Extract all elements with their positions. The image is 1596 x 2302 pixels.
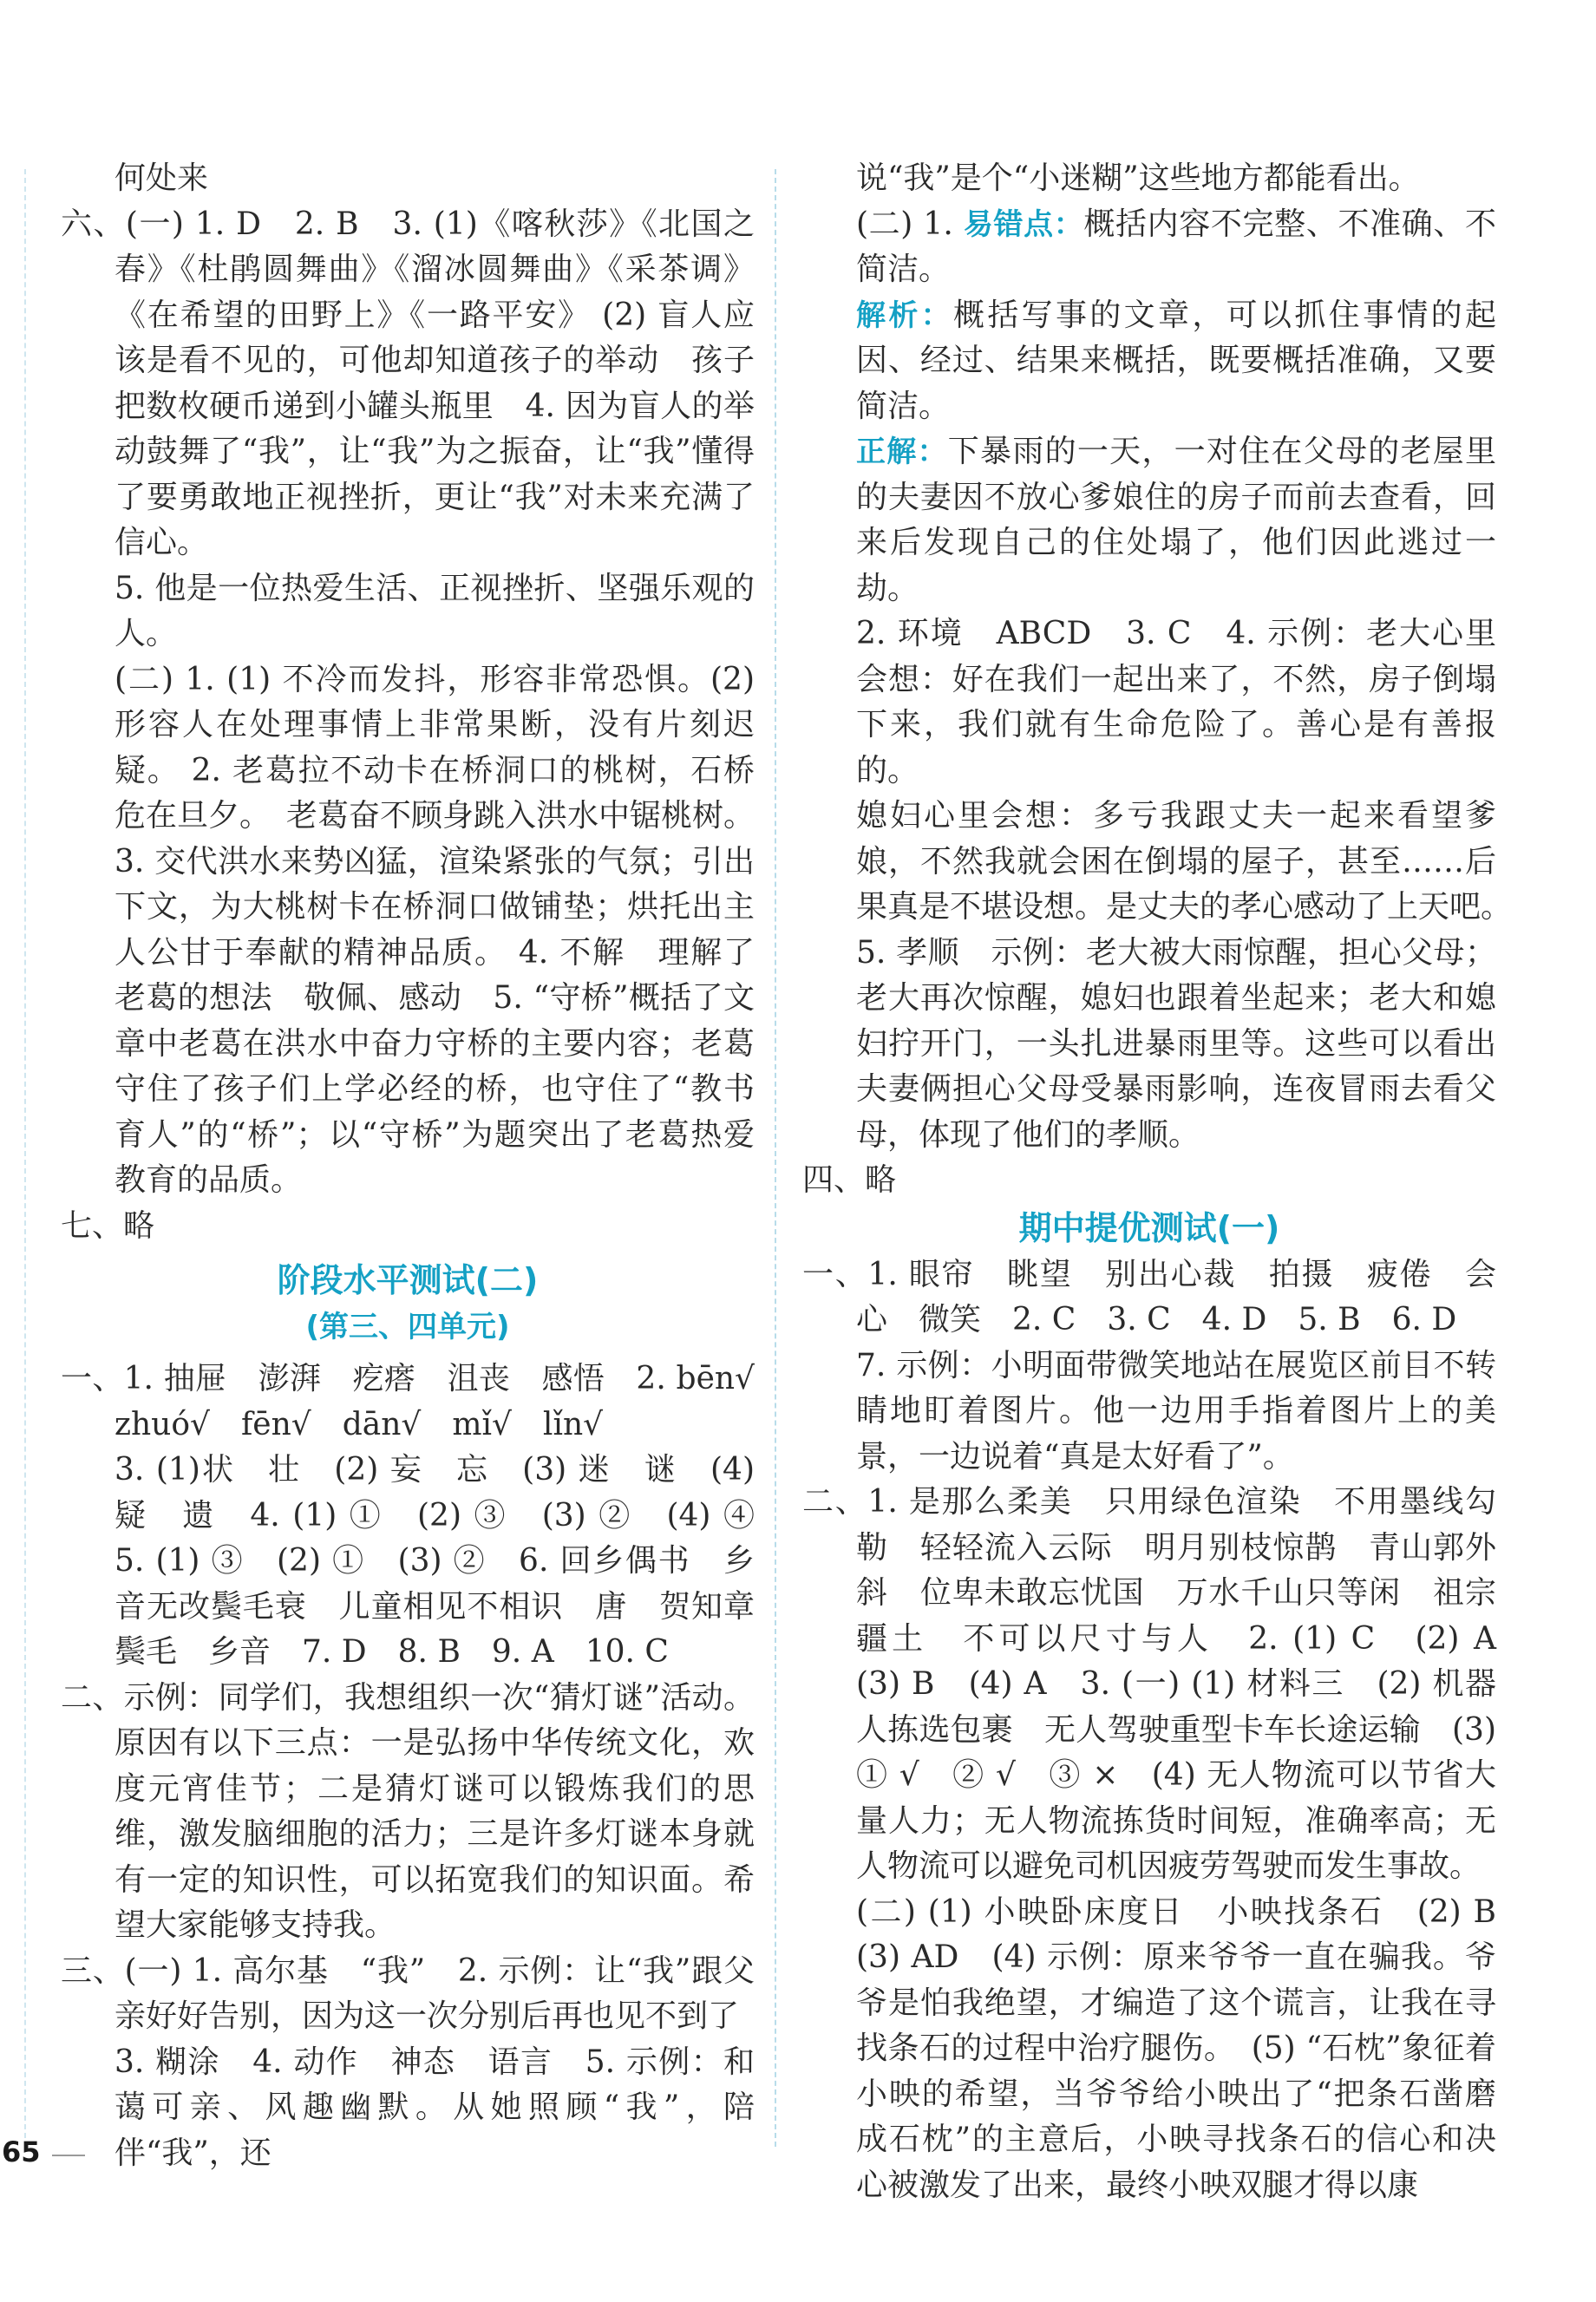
answer-paragraph: 5. 他是一位热爱生活、正视挫折、坚强乐观的人。 [114, 570, 755, 651]
margin-guide [24, 169, 26, 2147]
error-point-label: 易错点： [963, 206, 1084, 242]
answer-paragraph: 三、(一) 1. 高尔基 “我” 2. 示例：让“我”跟父亲好好告别，因为这一次分别后再也见不到了 [61, 1952, 755, 2034]
answer-text: 概括写事的文章，可以抓住事情的起因、经过、结果来概括，既要概括准确，又要简洁。 [856, 297, 1496, 424]
answer-paragraph: 2. 环境 ABCD 3. C 4. 示例：老大心里会想：好在我们一起出来了，不然，房子倒塌下来，我们就有生命危险了。善心是有善报的。 [856, 616, 1496, 788]
answer-paragraph: 二、示例：同学们，我想组织一次“猜灯谜”活动。原因有以下三点：一是弘扬中华传统文化，欢度元宵佳节；二是猜灯谜可以锻炼我们的思维，激发脑细胞的活力；三是许多灯谜本身就有一定的知识性，可以拓宽我们的知识面。希望大家能够支持我。 [61, 1679, 755, 1943]
answer-paragraph: 3. 糊涂 4. 动作 神态 语言 5. 示例：和蔼可亲、风趣幽默。从她照顾“我”，陪伴“我”，还 [114, 2044, 755, 2171]
answer-paragraph: 七、略 [61, 1207, 155, 1244]
answer-paragraph: 一、1. 抽屉 澎湃 疙瘩 沮丧 感悟 2. bēn√ zhuó√ fēn√ dān√ mǐ√ lǐn√ [61, 1361, 755, 1442]
column-divider [775, 169, 776, 2147]
answer-text: (二) 1. [856, 206, 953, 242]
answer-paragraph: 四、略 [802, 1162, 897, 1198]
answer-paragraph [802, 293, 1496, 430]
section-subtitle: (第三、四单元) [305, 1310, 510, 1344]
correct-answer-label: 正解： [856, 435, 948, 469]
right-column [802, 156, 1528, 2208]
answer-paragraph: 一、1. 眼帘 眺望 别出心裁 拍摄 疲倦 会心 微笑 2. C 3. C 4. D 5. B 6. D [802, 1256, 1496, 1337]
section-title: 阶段水平测试(二) [277, 1261, 539, 1299]
answer-paragraph: 何处来 [114, 160, 209, 196]
answer-paragraph: 7. 示例：小明面带微笑地站在展览区前目不转睛地盯着图片。他一边用手指着图片上的美景，一边说着“真是太好看了”。 [856, 1347, 1496, 1475]
answer-paragraph: 说“我”是个“小迷糊”这些地方都能看出。 [856, 160, 1420, 196]
answer-paragraph: 六、(一) 1. D 2. B 3. (1)《喀秋莎》《北国之春》《杜鹃圆舞曲》《溜冰圆舞曲》《采茶调》《在希望的田野上》《一路平安》 (2) 盲人应该是看不见的，可他却知道孩子的举动 孩子把数枚硬币递到小罐头瓶里 4. 因为盲人的举动鼓舞了“我”，让“我”为之振奋，让“我”懂得了要勇敢地正视挫折，更让“我”对未来充满了信心。 [61, 206, 755, 560]
section-title: 期中提优测试(一) [1018, 1208, 1280, 1247]
answer-text: 概括内容不完整、不准确、不简洁。 [856, 206, 1496, 287]
page-number-rule [52, 2155, 85, 2156]
answer-paragraph [802, 429, 1496, 611]
answer-paragraph: 二、1. 是那么柔美 只用绿色渲染 不用墨线勾勒 轻轻流入云际 明月别枝惊鹊 青山郭外斜 位卑未敢忘忧国 万水千山只等闲 祖宗疆土 不可以尺寸与人 2. (1) C (2) A (3) B (4) A 3. (一) (1) 材料三 (2) 机器人拣选包裹 无人驾驶重型卡车长途运输 (3) ① √ ② √ ③ × (4) 无人物流可以节省大量人力；无人物流拣货时间短，准确率高；无人物流可以避免司机因疲劳驾驶而发生事故。 [802, 1484, 1528, 1884]
answer-paragraph [802, 202, 1496, 293]
analysis-label: 解析： [856, 298, 953, 333]
answer-paragraph: 媳妇心里会想：多亏我跟丈夫一起来看望爹娘，不然我就会困在倒塌的屋子，甚至……后果真是不堪设想。是丈夫的孝心感动了上天吧。 5. 孝顺 示例：老大被大雨惊醒，担心父母；老大再次惊醒，媳妇也跟着坐起来；老大和媳妇拧开门，一头扎进暴雨里等。这些可以看出夫妻俩担心父母受暴雨影响，连夜冒雨去看父母，体现了他们的孝顺。 [856, 798, 1528, 1153]
answer-paragraph: (二) 1. (1) 不冷而发抖，形容非常恐惧。(2) 形容人在处理事情上非常果断，没有片刻迟疑。 2. 老葛拉不动卡在桥洞口的桃树，石桥危在旦夕。 老葛奋不顾身跳入洪水中锯桃树。 3. 交代洪水来势凶猛，渲染紧张的气氛；引出下文，为大桃树卡在桥洞口做铺垫；烘托出主人公甘于奉献的精神品质。 4. 不解 理解了老葛的想法 敬佩、感动 5. “守桥”概括了文章中老葛在洪水中奋力守桥的主要内容；老葛守住了孩子们上学必经的桥，也守住了“教书育人”的“桥”；以“守桥”为题突出了老葛热爱教育的品质。 [114, 661, 755, 1198]
page-number: 65 [2, 2135, 41, 2168]
answer-paragraph: 3. (1)状 壮 (2) 妄 忘 (3) 迷 谜 (4) 疑 遗 4. (1) ① (2) ③ (3) ② (4) ④ 5. (1) ③ (2) ① (3) ② 6. 回乡偶书 乡音无改鬓毛衰 儿童相见不相识 唐 贺知章 鬓毛 乡音 7. D 8. B 9. A 10. C [114, 1452, 787, 1670]
answer-paragraph: (二) (1) 小映卧床度日 小映找条石 (2) B (3) AD (4) 示例：原来爷爷一直在骗我。爷爷是怕我绝望，才编造了这个谎言，让我在寻找条石的过程中治疗腿伤。 (5) “石枕”象征着小映的希望，当爷爷给小映出了“把条石凿磨成石枕”的主意后，小映寻找条石的信心和决心被激发了出来，最终小映双腿才得以康 [856, 1893, 1528, 2203]
answer-text: 下暴雨的一天，一对住在父母的老屋里的夫妻因不放心爹娘住的房子而前去查看，回来后发现自己的住处塌了，他们因此逃过一劫。 [856, 434, 1496, 606]
left-column [61, 156, 787, 2176]
